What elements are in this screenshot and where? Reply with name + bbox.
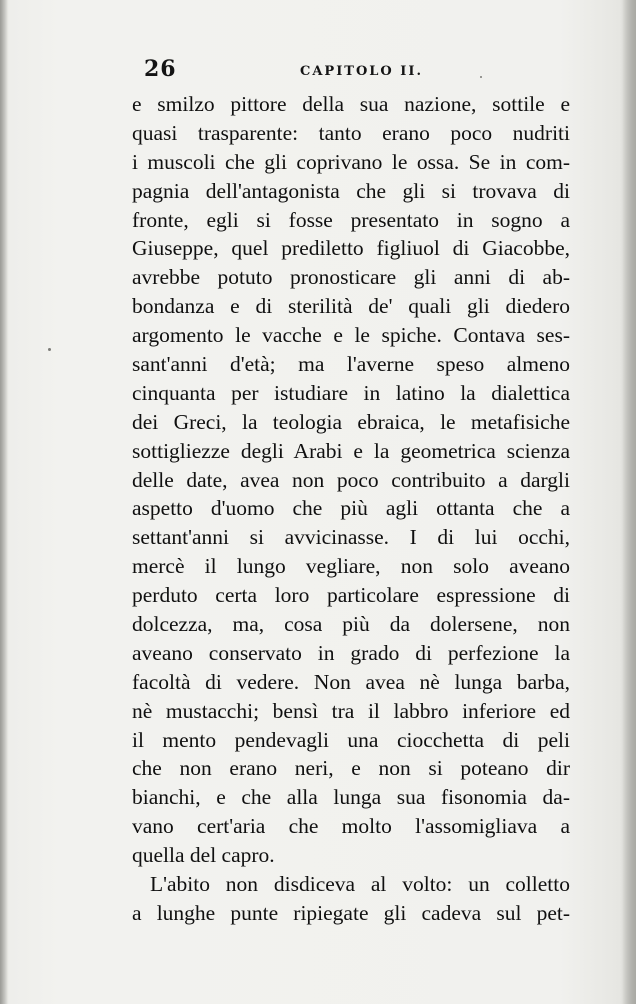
text-line: pagnia dell'antagonista che gli si trovava di [132,178,570,203]
text-line: aspetto d'uomo che più agli ottanta che a [132,496,570,521]
text-line: quella del capro. [132,843,275,868]
text-line: delle date, avea non poco contribuito a dargli [132,467,570,492]
page-edge-shadow [622,0,636,1004]
text-line: quasi trasparente: tanto erano poco nudriti [132,120,570,145]
text-line: bondanza e di sterilità de' quali gli diedero [132,294,570,319]
text-line: dolcezza, ma, cosa più da dolersene, non [132,612,570,637]
text-line: il mento pendevagli una ciocchetta di peli [132,727,570,752]
body-text [132,90,570,928]
text-line: avrebbe potuto pronosticare gli anni di ab- [132,265,570,290]
text-line: perduto certa loro particolare espressione di [132,583,570,608]
text-line: i muscoli che gli coprivano le ossa. Se in com- [132,149,570,174]
text-line: a lunghe punte ripiegate gli cadeva sul pet- [132,900,570,925]
text-line: L'abito non disdiceva al volto: un colletto [150,872,570,897]
text-line: aveano conservato in grado di perfezione la [132,640,570,665]
text-line: e smilzo pittore della sua nazione, sottile e [132,92,570,116]
text-line: fronte, egli si fosse presentato in sogno a [132,207,570,232]
text-line: sant'anni d'età; ma l'averne speso almeno [132,352,570,377]
running-head [136,56,576,86]
text-line: dei Greci, la teologia ebraica, le metafisiche [132,409,570,434]
text-line: settant'anni si avvicinasse. I di lui occhi, [132,525,570,550]
text-line: facoltà di vedere. Non avea nè lunga barba, [132,669,570,694]
paper-speck [48,348,51,351]
chapter-title: CAPITOLO II. [300,64,423,79]
text-line: argomento le vacche e le spiche. Contava ses- [132,323,570,348]
text-line: mercè il lungo vegliare, non solo aveano [132,554,570,579]
text-line: Giuseppe, quel prediletto figliuol di Giacobbe, [132,236,570,261]
text-line: che non erano neri, e non si poteano dir [132,756,570,781]
gutter-shadow [0,0,8,1004]
text-line: sottigliezze degli Arabi e la geometrica scienza [132,438,570,463]
page-number: 26 [144,56,177,82]
text-line: vano cert'aria che molto l'assomigliava a [132,814,570,839]
paper-speck [480,76,482,78]
text-line: nè mustacchi; bensì tra il labbro inferiore ed [132,698,570,723]
text-line: bianchi, e che alla lunga sua fisonomia da- [132,785,570,810]
text-line: cinquanta per istudiare in latino la dialettica [132,380,570,405]
